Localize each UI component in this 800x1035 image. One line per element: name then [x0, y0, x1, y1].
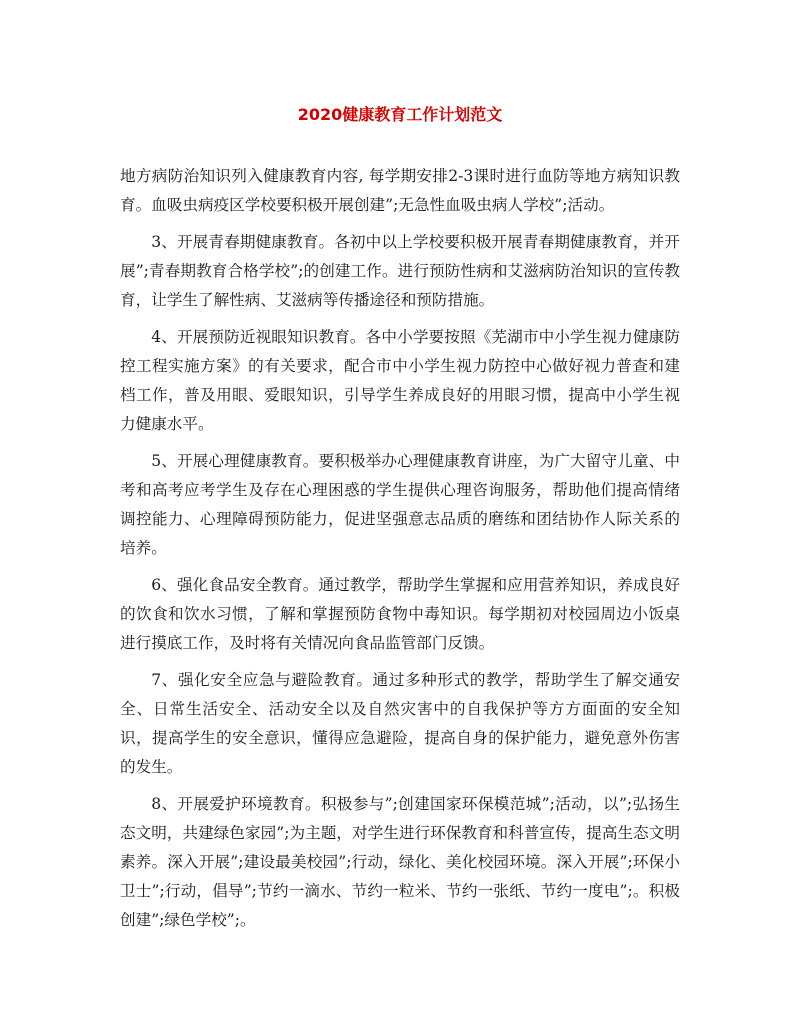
paragraph-item-5: 5、开展心理健康教育。要积极举办心理健康教育讲座，为广大留守儿童、中考和高考应考学生及存在心理困惑的学生提供心理咨询服务，帮助他们提高情绪调控能力、心理障碍预防能力，促进坚强意志品质的磨练和团结协作人际关系的培养。 — [120, 452, 680, 557]
paragraph-item-7: 7、强化安全应急与避险教育。通过多种形式的教学，帮助学生了解交通安全、日常生活安全、活动安全以及自然灾害中的自我保护等方方面面的安全知识，提高学生的安全意识，懂得应急避险，提高自身的保护能力，避免意外伤害的发生。 — [120, 671, 680, 776]
paragraph-item-6: 6、强化食品安全教育。通过教学，帮助学生掌握和应用营养知识，养成良好的饮食和饮水习惯，了解和掌握预防食物中毒知识。每学期初对校园周边小饭桌进行摸底工作，及时将有关情况向食品监管部门反馈。 — [120, 576, 680, 652]
document-body — [120, 162, 680, 943]
paragraph-item-8: 8、开展爱护环境教育。积极参与”;创建国家环保模范城”;活动，以”;弘扬生态文明，共建绿色家园”;为主题，对学生进行环保教育和科普宣传，提高生态文明素养。深入开展”;建设最美校园”;行动，绿化、美化校园环境。深入开展”;环保小卫士”;行动，倡导”;节约一滴水、节约一粒米、节约一张纸、节约一度电”;。积极创建”;绿色学校”;。 — [120, 795, 680, 929]
document-title: 2020健康教育工作计划范文 — [297, 105, 503, 124]
paragraph-item-4: 4、开展预防近视眼知识教育。各中小学要按照《芜湖市中小学生视力健康防控工程实施方案》的有关要求，配合市中小学生视力防控中心做好视力普查和建档工作，普及用眼、爱眼知识，引导学生养成良好的用眼习惯，提高中小学生视力健康水平。 — [120, 328, 680, 433]
paragraph-item-3: 3、开展青春期健康教育。各初中以上学校要积极开展青春期健康教育，并开展”;青春期教育合格学校”;的创建工作。进行预防性病和艾滋病防治知识的宣传教育，让学生了解性病、艾滋病等传播途径和预防措施。 — [120, 233, 680, 309]
paragraph-continuation: 地方病防治知识列入健康教育内容, 每学期安排2-3课时进行血防等地方病知识教育。血吸虫病疫区学校要积极开展创建”;无急性血吸虫病人学校”;活动。 — [120, 167, 680, 214]
